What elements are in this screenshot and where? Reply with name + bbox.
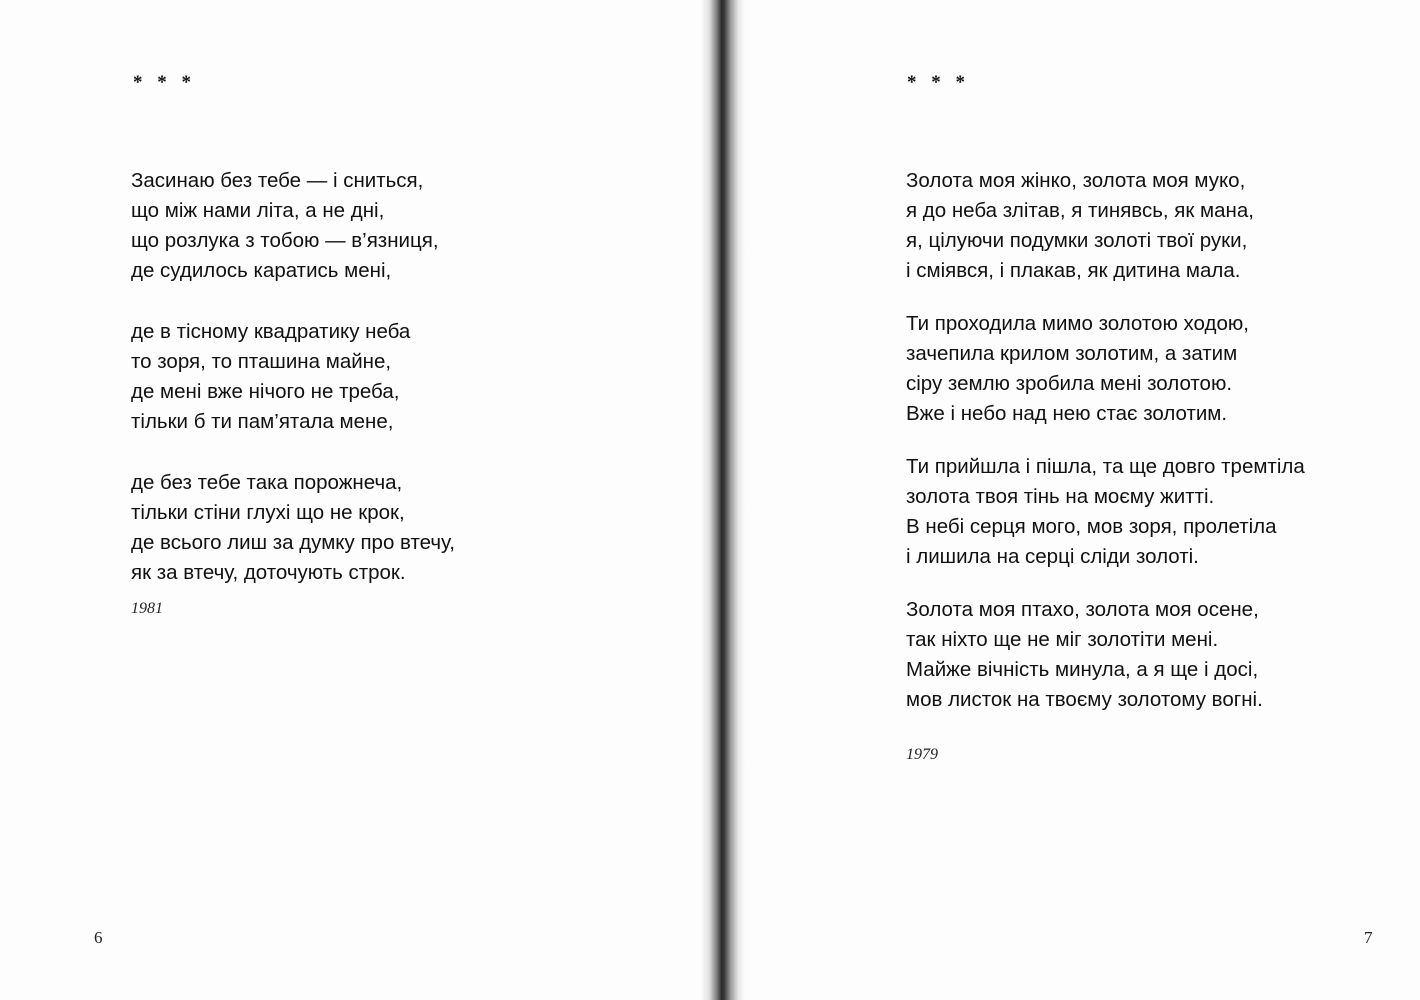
poem-line: я до неба злітав, я тинявсь, як мана, <box>906 199 1254 222</box>
poem-line: золота твоя тінь на моєму житті. <box>906 485 1215 508</box>
poem-right <box>906 166 1305 715</box>
stanza <box>906 166 1305 286</box>
poem-line: що розлука з тобою — в’язниця, <box>131 229 439 252</box>
stanza <box>906 309 1305 429</box>
stanza <box>131 166 455 286</box>
poem-left <box>131 166 455 588</box>
poem-line: Ти проходила мимо золотою ходою, <box>906 312 1249 335</box>
poem-line: зачепила крилом золотим, а затим <box>906 342 1238 365</box>
poem-line: мов листок на твоєму золотому вогні. <box>906 688 1263 711</box>
right-page <box>730 0 1420 1000</box>
poem-line: я, цілуючи подумки золоті твої руки, <box>906 229 1248 252</box>
poem-line: де без тебе така порожнеча, <box>131 471 403 494</box>
poem-line: тільки б ти пам’ятала мене, <box>131 410 394 433</box>
poem-line: В небі серця мого, мов зоря, пролетіла <box>906 515 1277 538</box>
page-number: 6 <box>94 928 103 947</box>
poem-line: то зоря, то пташина майне, <box>131 350 392 373</box>
poem-line: Золота моя жінко, золота моя муко, <box>906 169 1246 192</box>
poem-line: Вже і небо над нею стає золотим. <box>906 402 1228 425</box>
book-spine-gutter <box>700 0 745 1000</box>
stanza <box>906 595 1305 715</box>
page-number: 7 <box>1364 928 1373 947</box>
poem-year: 1979 <box>906 746 938 763</box>
poem-line: де всього лиш за думку про втечу, <box>131 531 455 554</box>
poem-line: що між нами літа, а не дні, <box>131 199 385 222</box>
poem-line: і сміявся, і плакав, як дитина мала. <box>906 259 1241 282</box>
poem-line: як за втечу, доточують строк. <box>131 561 406 584</box>
poem-year: 1981 <box>131 600 163 617</box>
poem-line: де судилось каратись мені, <box>131 259 392 282</box>
section-stars: * * * <box>133 72 196 93</box>
poem-line: так ніхто ще не міг золотіти мені. <box>906 628 1219 651</box>
stanza <box>131 468 455 588</box>
poem-line: Засинаю без тебе — і сниться, <box>131 169 424 192</box>
poem-line: сіру землю зробила мені золотою. <box>906 372 1233 395</box>
section-stars: * * * <box>907 72 970 93</box>
stanza <box>131 317 455 437</box>
poem-line: де мені вже нічого не треба, <box>131 380 400 403</box>
stanza <box>906 452 1305 572</box>
poem-line: тільки стіни глухі що не крок, <box>131 501 405 524</box>
poem-line: і лишила на серці сліди золоті. <box>906 545 1199 568</box>
poem-line: Майже вічність минула, а я ще і досі, <box>906 658 1259 681</box>
poem-line: де в тісному квадратику неба <box>131 320 411 343</box>
poem-line: Ти прийшла і пішла, та ще довго тремтіла <box>906 455 1305 478</box>
poem-line: Золота моя птахо, золота моя осене, <box>906 598 1259 621</box>
